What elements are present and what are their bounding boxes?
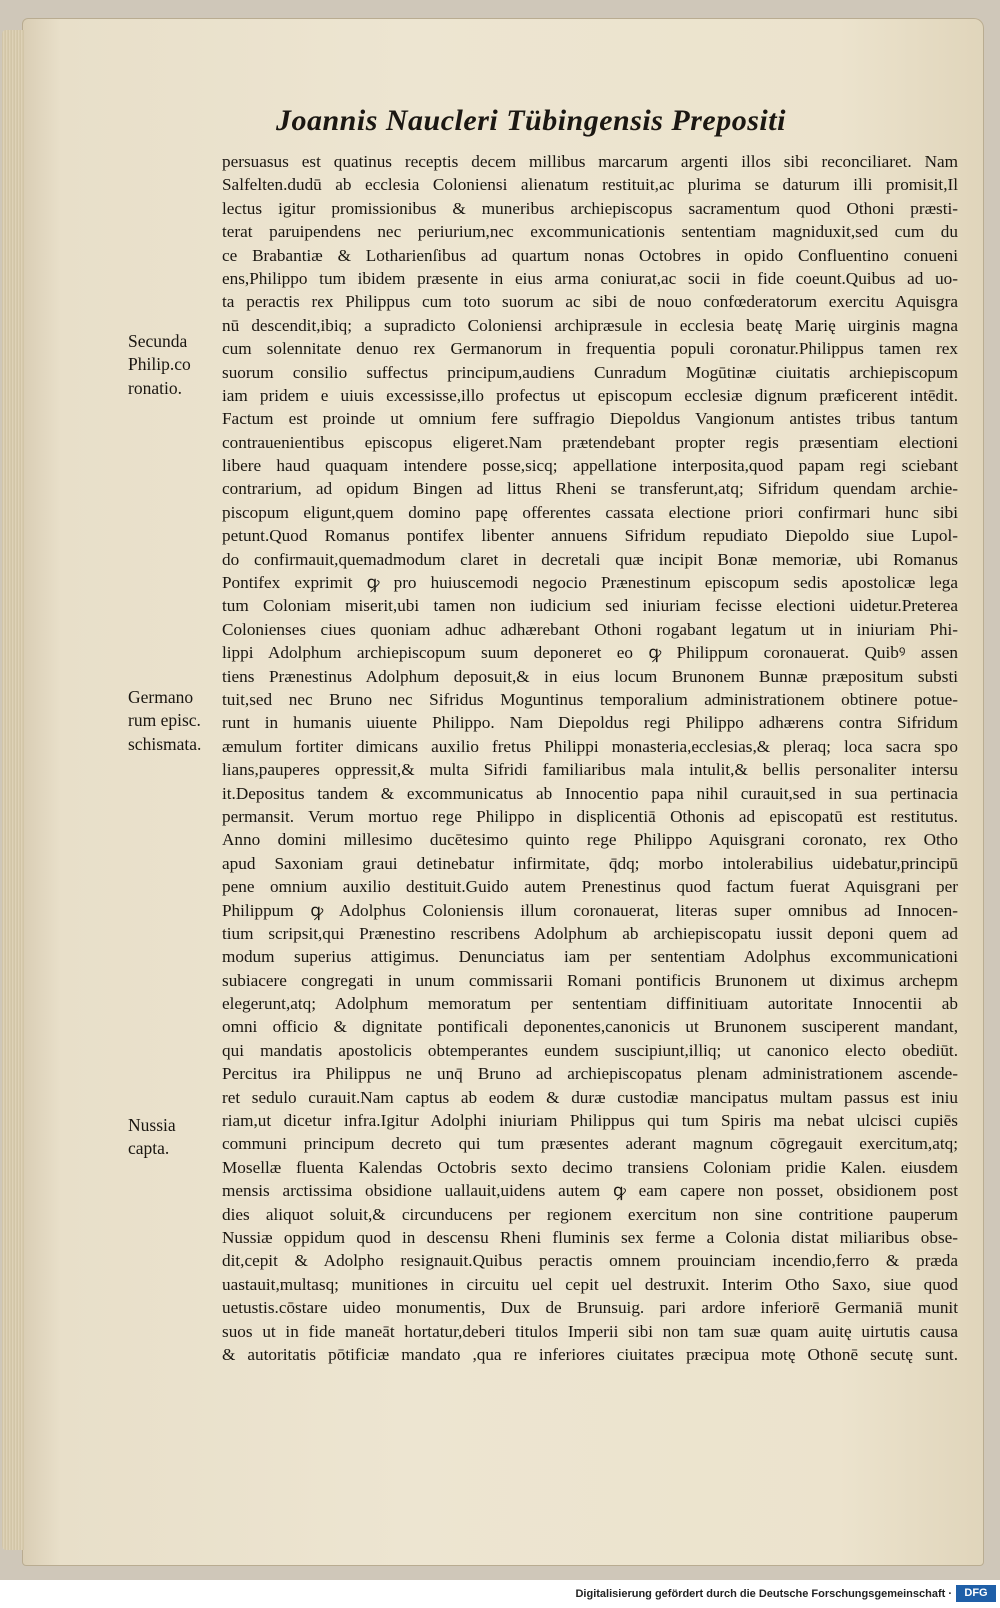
text-line: Factum est proinde ut omnium fere suffragio Diepoldus Vangionum antistes tribus tantum xyxy=(222,409,958,429)
text-line: permansit. Verum mortuo rege Philippo in displicentiā Othonis ad episcopatū est restitutus. xyxy=(222,806,958,826)
text-line: ce Brabantiæ & Lotharienſibus ad quartum nonas Octobres in opido Confluentino conueni xyxy=(222,245,958,265)
text-line: suos ut in fide maneāt hortatur,deberi titulos Imperii sibi non tam suæ quam auitę uirtutis causa xyxy=(222,1321,958,1341)
text-line: ret sedulo curauit.Nam captus ab eodem & duræ custodiæ mancipatus multam passus est iniu xyxy=(222,1087,958,1107)
text-line: qui mandatis apostolicis obtemperantes eundem suscipiunt,illiq; ut canonico electo obediūt. xyxy=(222,1040,958,1060)
text-line: lippi Adolphum archiepiscopum suum deponeret eo ꝙ Philippum coronauerat. Quibꝰ assen xyxy=(222,643,958,663)
text-line: æmulum fortiter dimicans auxilio fretus Philippi monasteria,ecclesias,& pleraq; loca sacra spo xyxy=(222,736,958,756)
running-head: Joannis Naucleri Tübingensis Prepositi xyxy=(276,104,786,137)
marginal-note-line: capta. xyxy=(128,1138,170,1159)
text-line: tuit,sed nec Bruno nec Sifridus Moguntinus temporalium administrationem obtinere potue- xyxy=(222,689,958,709)
text-line: tiens Prænestinus Adolphum deposuit,& in eius locum Brunonem Bunnæ præpositum substi xyxy=(222,666,958,686)
text-line: contrauenientibus episcopus eligeret.Nam prætendebant propter regis præsentiam electioni xyxy=(222,432,958,452)
text-line: tium scripsit,qui Prænestino rescribens Adolphum ab archiepiscopatu iussit deponi quem ad xyxy=(222,923,958,943)
text-line: mensis arctissima obsidione uallauit,uidens autem ꝙ eam capere non posset, obsidionem post xyxy=(222,1181,958,1201)
text-line: uastauit,multasq; munitiones in circuitu uel cepit uel destruxit. Interim Otho Saxo, siue quod xyxy=(222,1274,958,1294)
marginal-note-line: Nussia xyxy=(128,1115,176,1135)
text-line: riam,ut dicetur infra.Igitur Adolphi iniuriam Philippus qui tum Spiris ma nebat ulcisci cupiēs xyxy=(222,1111,958,1131)
dfg-logo: DFG xyxy=(956,1585,996,1602)
text-line: modum superius attigimus. Denunciatus iam per sententiam Adolphus excommunicationi xyxy=(222,947,958,967)
text-line: petunt.Quod Romanus pontifex libenter annuens Sifridum repudiato Diepoldo siue Lupol- xyxy=(222,526,958,546)
text-line: & autoritatis pōtificiæ mandato ,qua re inferiores ciuitates præcipua motę Othonē secutę sunt. xyxy=(222,1344,958,1364)
marginal-note-coronation xyxy=(128,330,218,400)
text-line: Colonienses ciues quoniam adhuc adhærebant Othoni rogabant legatum ut in iniuriam Phi- xyxy=(222,619,958,639)
marginal-note-line: ronatio. xyxy=(128,377,182,398)
text-line: persuasus est quatinus receptis decem millibus marcarum argenti illos sibi reconciliaret. Nam xyxy=(222,152,958,171)
text-line: lectus igitur promissionibus & muneribus archiepiscopus sacramentum quod Othoni præsti- xyxy=(222,198,958,218)
text-line: nū descendit,ibiq; a supradicto Coloniensi archipræsule in ecclesia beatę Marię uirginis magna xyxy=(222,315,958,335)
text-line: suorum consilio suffectus principum,audiens Cunradum Mogūtinæ ciuitatis archiepiscopum xyxy=(222,362,958,382)
digitization-credit: Digitalisierung gefördert durch die Deutsche Forschungsgemeinschaft · xyxy=(575,1588,952,1600)
text-line: dies aliquot soluit,& circunducens per regionem exercitum non sine contritione pauperum xyxy=(222,1204,958,1224)
text-line: dit,cepit & Adolpho resignauit.Quibus peractis omnem prouinciam incendio,ferro & præda xyxy=(222,1251,958,1271)
text-line: Anno domini millesimo ducētesimo quinto rege Philippo Aquisgrani coronato, rex Otho xyxy=(222,830,958,850)
text-line: ens,Philippo tum ibidem præsente in eius arma coniurat,ac socii in fide coeunt.Quibus ad uo- xyxy=(222,268,958,288)
text-line: Mosellæ fluenta Kalendas Octobris sexto decimo transiens Coloniam pridie Kalen. eiusdem xyxy=(222,1157,958,1177)
text-line: cum solennitate denuo rex Germanorum in frequentia populi coronatur.Philippus tamen rex xyxy=(222,339,958,359)
text-line: apud Saxoniam graui detinebatur infirmitate, q̄dq; morbo intolerabilius uidebatur,principū xyxy=(222,853,958,873)
text-line: Salfelten.dudū ab ecclesia Coloniensi alienatum restituit,ac plurima se daturum illi promisit,Il xyxy=(222,175,958,195)
text-line: tum Coloniam miserit,ubi tamen non iudicium sed iniuriam fecisse electioni uidetur.Preterea xyxy=(222,596,958,616)
text-line: it.Depositus tandem & excommunicatus ab Innocentio papa nihil curauit,sed in sua pertinacia xyxy=(222,783,958,803)
text-line: piscopum eligunt,quem domino papę offerentes cassata electione priori confirmari hunc sibi xyxy=(222,502,958,522)
marginal-note-line: Germano xyxy=(128,687,194,707)
marginal-note-line: Secunda xyxy=(128,331,188,351)
text-line: runt in humanis uiuente Philippo. Nam Diepoldus regi Philippo adhærens contra Sifridum xyxy=(222,713,958,733)
text-line: elegerunt,atq; Adolphum memoratum per sententiam diffinitiuam autoritate Innocentii ab xyxy=(222,994,958,1014)
text-line: iam pridem e uiuis excessisse,illo profectus ut episcopum ecclesiæ dignum præficerent intēdit. xyxy=(222,385,958,405)
text-line: subiacere congregati in unum commissarii Romani pontificis Brunonem ut diximus archepm xyxy=(222,970,958,990)
page-stack-edge xyxy=(2,30,24,1550)
text-line: Percitus ira Philippus ne unq̄ Bruno ad archiepiscopatus plenam administrationem ascende- xyxy=(222,1064,958,1084)
marginal-note-line: schismata. xyxy=(128,733,202,754)
text-line: Philippum ꝙ Adolphus Coloniensis illum coronauerat, literas super omnibus ad Innocen- xyxy=(222,900,958,920)
text-line: terat paruipendens nec periurium,nec excommunicationis sententiam magniduxit,sed cum du xyxy=(222,222,958,242)
text-line: communi principum decreto qui tum præsentes aderant magnum cōgregauit exercitum,atq; xyxy=(222,1134,958,1154)
text-line: libere haud quaquam intendere posse,sicq; appellatione interposita,quod papam regi sciebant xyxy=(222,456,958,476)
text-line: Nussiæ oppidum quod in descensu Rheni fluminis sex ferme a Colonia distat miliaribus obse- xyxy=(222,1227,958,1247)
marginal-note-schism xyxy=(128,686,218,756)
text-line: do confirmauit,quemadmodum claret in decretali quæ incipit Bonæ memoriæ, ubi Romanus xyxy=(222,549,958,569)
text-line: uetustis.cōstare uideo monumentis, Dux de Brunsuig. pari ardore inferiorē Germaniā munit xyxy=(222,1298,958,1318)
marginal-note-line: Philip.co xyxy=(128,354,191,375)
text-line: pene omnium auxilio destituit.Guido autem Prenestinus quod factum fuerat Aquisgrani per xyxy=(222,877,958,897)
text-line: Pontifex exprimit ꝙ pro huiuscemodi negocio Prænestinum episcopum sedis apostolicæ lega xyxy=(222,573,958,593)
marginal-note-line: rum episc. xyxy=(128,710,201,731)
text-line: omni officio & dignitate pontificali deponentes,canonicis ut Brunonem susciperent mandant, xyxy=(222,1017,958,1037)
text-line: lians,pauperes oppressit,& multa Sifridi familiaribus mala intulit,& bellis personaliter intersu xyxy=(222,760,958,780)
text-line: ta peractis rex Philippus cum toto suorum ac sibi de nouo confœderatorum exercitu Aquisgra xyxy=(222,292,958,312)
text-line: contrarium, ad opidum Bingen ad littus Rheni se transferunt,atq; Sifridum quendam archie- xyxy=(222,479,958,499)
body-text xyxy=(222,150,958,1366)
marginal-note-nussia xyxy=(128,1114,218,1161)
